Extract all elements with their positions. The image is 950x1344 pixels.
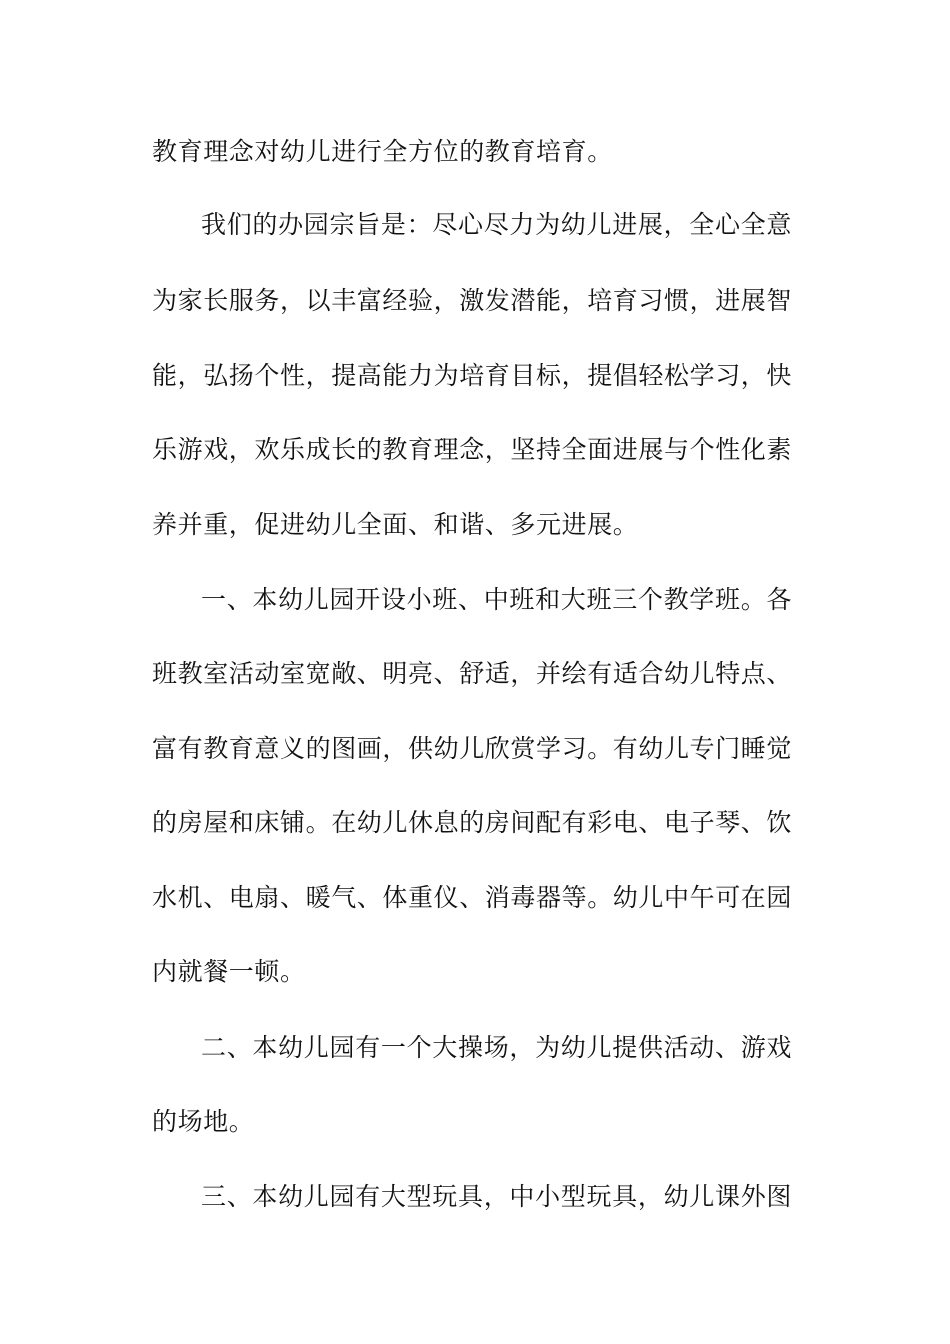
- text-line: 内就餐一顿。: [152, 957, 306, 986]
- text-line: 的房屋和床铺。在幼儿休息的房间配有彩电、电子琴、饮: [152, 808, 793, 837]
- text-line: 能，弘扬个性，提高能力为培育目标，提倡轻松学习，快: [152, 361, 793, 390]
- text-line: 教育理念对幼儿进行全方位的教育培育。: [152, 137, 613, 166]
- text-line: 为家长服务，以丰富经验，激发潜能，培育习惯，进展智: [152, 286, 793, 315]
- paragraph-first-line: 三、本幼儿园有大型玩具，中小型玩具，幼儿课外图: [201, 1182, 792, 1211]
- paragraph-first-line: 一、本幼儿园开设小班、中班和大班三个教学班。各: [201, 585, 792, 614]
- text-line: 水机、电扇、暖气、体重仪、消毒器等。幼儿中午可在园: [152, 883, 793, 912]
- text-line: 的场地。: [152, 1107, 255, 1136]
- paragraph-first-line: 我们的办园宗旨是：尽心尽力为幼儿进展，全心全意: [201, 210, 792, 239]
- paragraph-first-line: 二、本幼儿园有一个大操场，为幼儿提供活动、游戏: [201, 1033, 792, 1062]
- text-line: 乐游戏，欢乐成长的教育理念，坚持全面进展与个性化素: [152, 435, 793, 464]
- text-line: 班教室活动室宽敞、明亮、舒适，并绘有适合幼儿特点、: [152, 659, 793, 688]
- text-line: 养并重，促进幼儿全面、和谐、多元进展。: [152, 510, 639, 539]
- text-line: 富有教育意义的图画，供幼儿欣赏学习。有幼儿专门睡觉: [152, 734, 793, 763]
